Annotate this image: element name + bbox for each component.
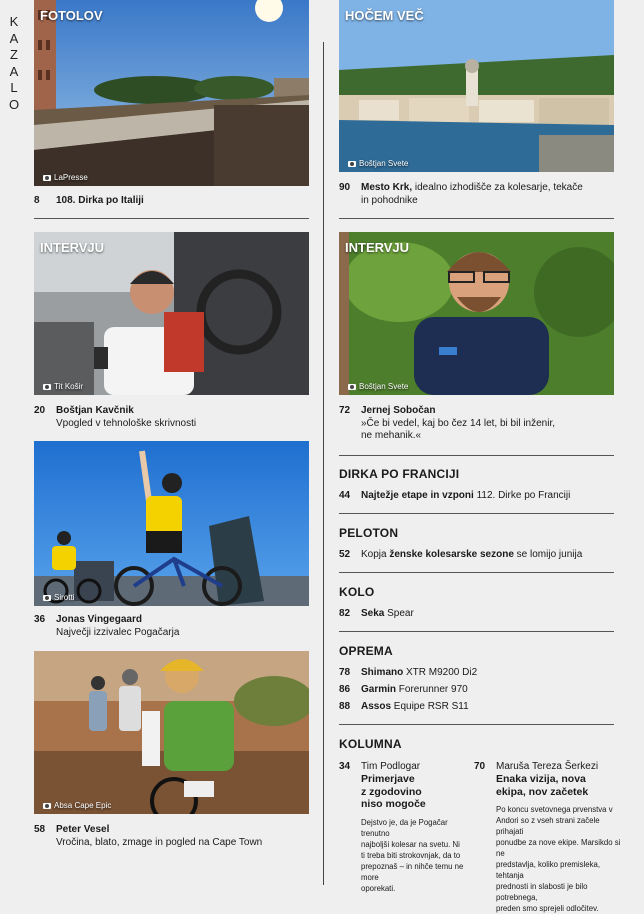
section-heading-dirka: DIRKA PO FRANCIJI	[339, 467, 460, 481]
camera-icon	[43, 803, 51, 809]
page-number: 20	[34, 405, 46, 416]
toc-entry-shimano[interactable]: 78 Shimano XTR M9200 Di2	[339, 667, 478, 678]
photo-tag: HOČEM VEČ	[345, 8, 424, 23]
page-number: 82	[339, 608, 351, 619]
photo-vesel-cape-epic	[34, 651, 309, 814]
divider	[339, 572, 614, 573]
column-title-line: Primerjave	[361, 773, 415, 785]
page-number: 44	[339, 490, 351, 501]
photo-tag: FOTOLOV	[40, 8, 103, 23]
photo-vingegaard	[34, 441, 309, 606]
column-author: Tim Podlogar	[361, 761, 421, 772]
divider	[34, 218, 309, 219]
entry-subtitle: Vpogled v tehnološke skrivnosti	[56, 417, 197, 429]
toc-entry-assos[interactable]: 88 Assos Equipe RSR S11	[339, 701, 469, 712]
photo-krk-town	[339, 0, 614, 172]
divider	[339, 218, 614, 219]
photo-credit: LaPresse	[43, 173, 88, 182]
column-excerpt-line: Po koncu svetovnega prvenstva v	[496, 805, 613, 814]
entry-name: Peter Vesel	[56, 824, 110, 835]
column-excerpt-line: ti treba biti strokovnjak, da to	[361, 850, 461, 860]
camera-icon	[43, 175, 51, 181]
column-author: Maruša Tereza Šerkezi	[496, 761, 599, 772]
page-number: 70	[474, 761, 486, 772]
entry-name: Boštjan Kavčnik	[56, 405, 134, 416]
toc-entry-dirka-po-franciji[interactable]: 44 Najtežje etape in vzponi 112. Dirke po Franciji	[339, 490, 571, 501]
toc-entry-dirka-po-italiji[interactable]	[34, 195, 309, 209]
column-excerpt-line: prednosti in slabosti je bilo potrebnega,	[496, 882, 588, 902]
section-heading-kolo: KOLO	[339, 585, 375, 599]
divider	[339, 513, 614, 514]
column-excerpt-line: Andori so z vseh strani začele prihajati	[496, 816, 600, 836]
section-heading-peloton: PELOTON	[339, 526, 399, 540]
page-number: 86	[339, 684, 351, 695]
page-number: 72	[339, 405, 351, 416]
column-excerpt-line: najboljši kolesar na svetu. Ni	[361, 839, 460, 849]
page-number: 34	[339, 761, 351, 772]
column-excerpt-line: oporekati.	[361, 883, 396, 893]
entry-title: 108. Dirka po Italiji	[56, 195, 144, 206]
page-number: 78	[339, 667, 351, 678]
entry-subtitle-cont: in pohodnike	[361, 194, 418, 206]
entry-subtitle: Vročina, blato, zmage in pogled na Cape Town	[56, 836, 263, 848]
page-number: 58	[34, 824, 46, 835]
camera-icon	[43, 384, 51, 390]
toc-entry-seka-spear[interactable]: 82 Seka Spear	[339, 608, 414, 619]
column-excerpt-line: Dejstvo je, da je Pogačar trenutno	[361, 817, 448, 838]
column-excerpt-line: predstavlja, koliko premisleka, tehtanja	[496, 860, 601, 880]
page-number: 90	[339, 182, 351, 193]
column-title-line: Enaka vizija, nova	[496, 773, 586, 785]
photo-credit: Absa Cape Epic	[43, 801, 111, 810]
photo-kavcnik-car	[34, 232, 309, 395]
toc-entry-krk[interactable]	[339, 182, 619, 208]
photo-credit: Sirotti	[43, 593, 74, 602]
photo-sobocan	[339, 232, 614, 395]
entry-quote-cont: ne mehanik.«	[361, 430, 422, 441]
entry-name: Mesto Krk,	[361, 182, 413, 193]
page-number: 8	[34, 195, 40, 206]
column-excerpt-line: ponudbe za nove ekipe. Marsikdo si ne	[496, 838, 621, 858]
photo-tag: INTERVJU	[345, 240, 410, 255]
page-number: 52	[339, 549, 351, 560]
section-heading-kolumna: KOLUMNA	[339, 737, 402, 751]
section-heading-oprema: OPREMA	[339, 644, 393, 658]
column-title-line: z zgodovino	[361, 785, 422, 798]
photo-credit: Boštjan Svete	[348, 159, 408, 168]
camera-icon	[348, 161, 356, 167]
photo-credit: Tit Košir	[43, 382, 83, 391]
entry-name: Jonas Vingegaard	[56, 614, 142, 625]
entry-quote: »Če bi vedel, kaj bo čez 14 let, bi bil inženir,	[361, 417, 555, 429]
photo-credit: Boštjan Svete	[348, 382, 408, 391]
column-excerpt-line: preden smo sprejeli odločitev.	[496, 904, 599, 913]
toc-entry-vingegaard[interactable]	[34, 614, 309, 640]
entry-subtitle: idealno izhodišče za kolesarje, tekače	[412, 182, 583, 193]
toc-entry-sobocan[interactable]	[339, 405, 619, 443]
entry-name: Jernej Sobočan	[361, 405, 436, 416]
section-title-kazalo: K A Z A L O	[8, 14, 20, 112]
column-excerpt-line: prepoznaš – in nihče temu ne more	[361, 861, 464, 882]
camera-icon	[348, 384, 356, 390]
toc-entry-kavcnik[interactable]	[34, 405, 309, 431]
page-number: 88	[339, 701, 351, 712]
divider	[339, 631, 614, 632]
page-number: 36	[34, 614, 46, 625]
divider	[339, 724, 614, 725]
column-title-line: ekipa, nov začetek	[496, 785, 589, 798]
toc-entry-garmin[interactable]: 86 Garmin Forerunner 970	[339, 684, 468, 695]
entry-subtitle: Največji izzivalec Pogačarja	[56, 626, 180, 638]
column-title-line: niso mogoče	[361, 798, 426, 810]
photo-tag: INTERVJU	[40, 240, 105, 255]
divider	[339, 455, 614, 456]
camera-icon	[43, 595, 51, 601]
toc-entry-zenske-sezone[interactable]: 52 Kopja ženske kolesarske sezone se lomijo junija	[339, 549, 583, 560]
photo-colosseum-race	[34, 0, 309, 186]
toc-entry-vesel[interactable]	[34, 824, 309, 850]
column-divider	[323, 42, 324, 885]
